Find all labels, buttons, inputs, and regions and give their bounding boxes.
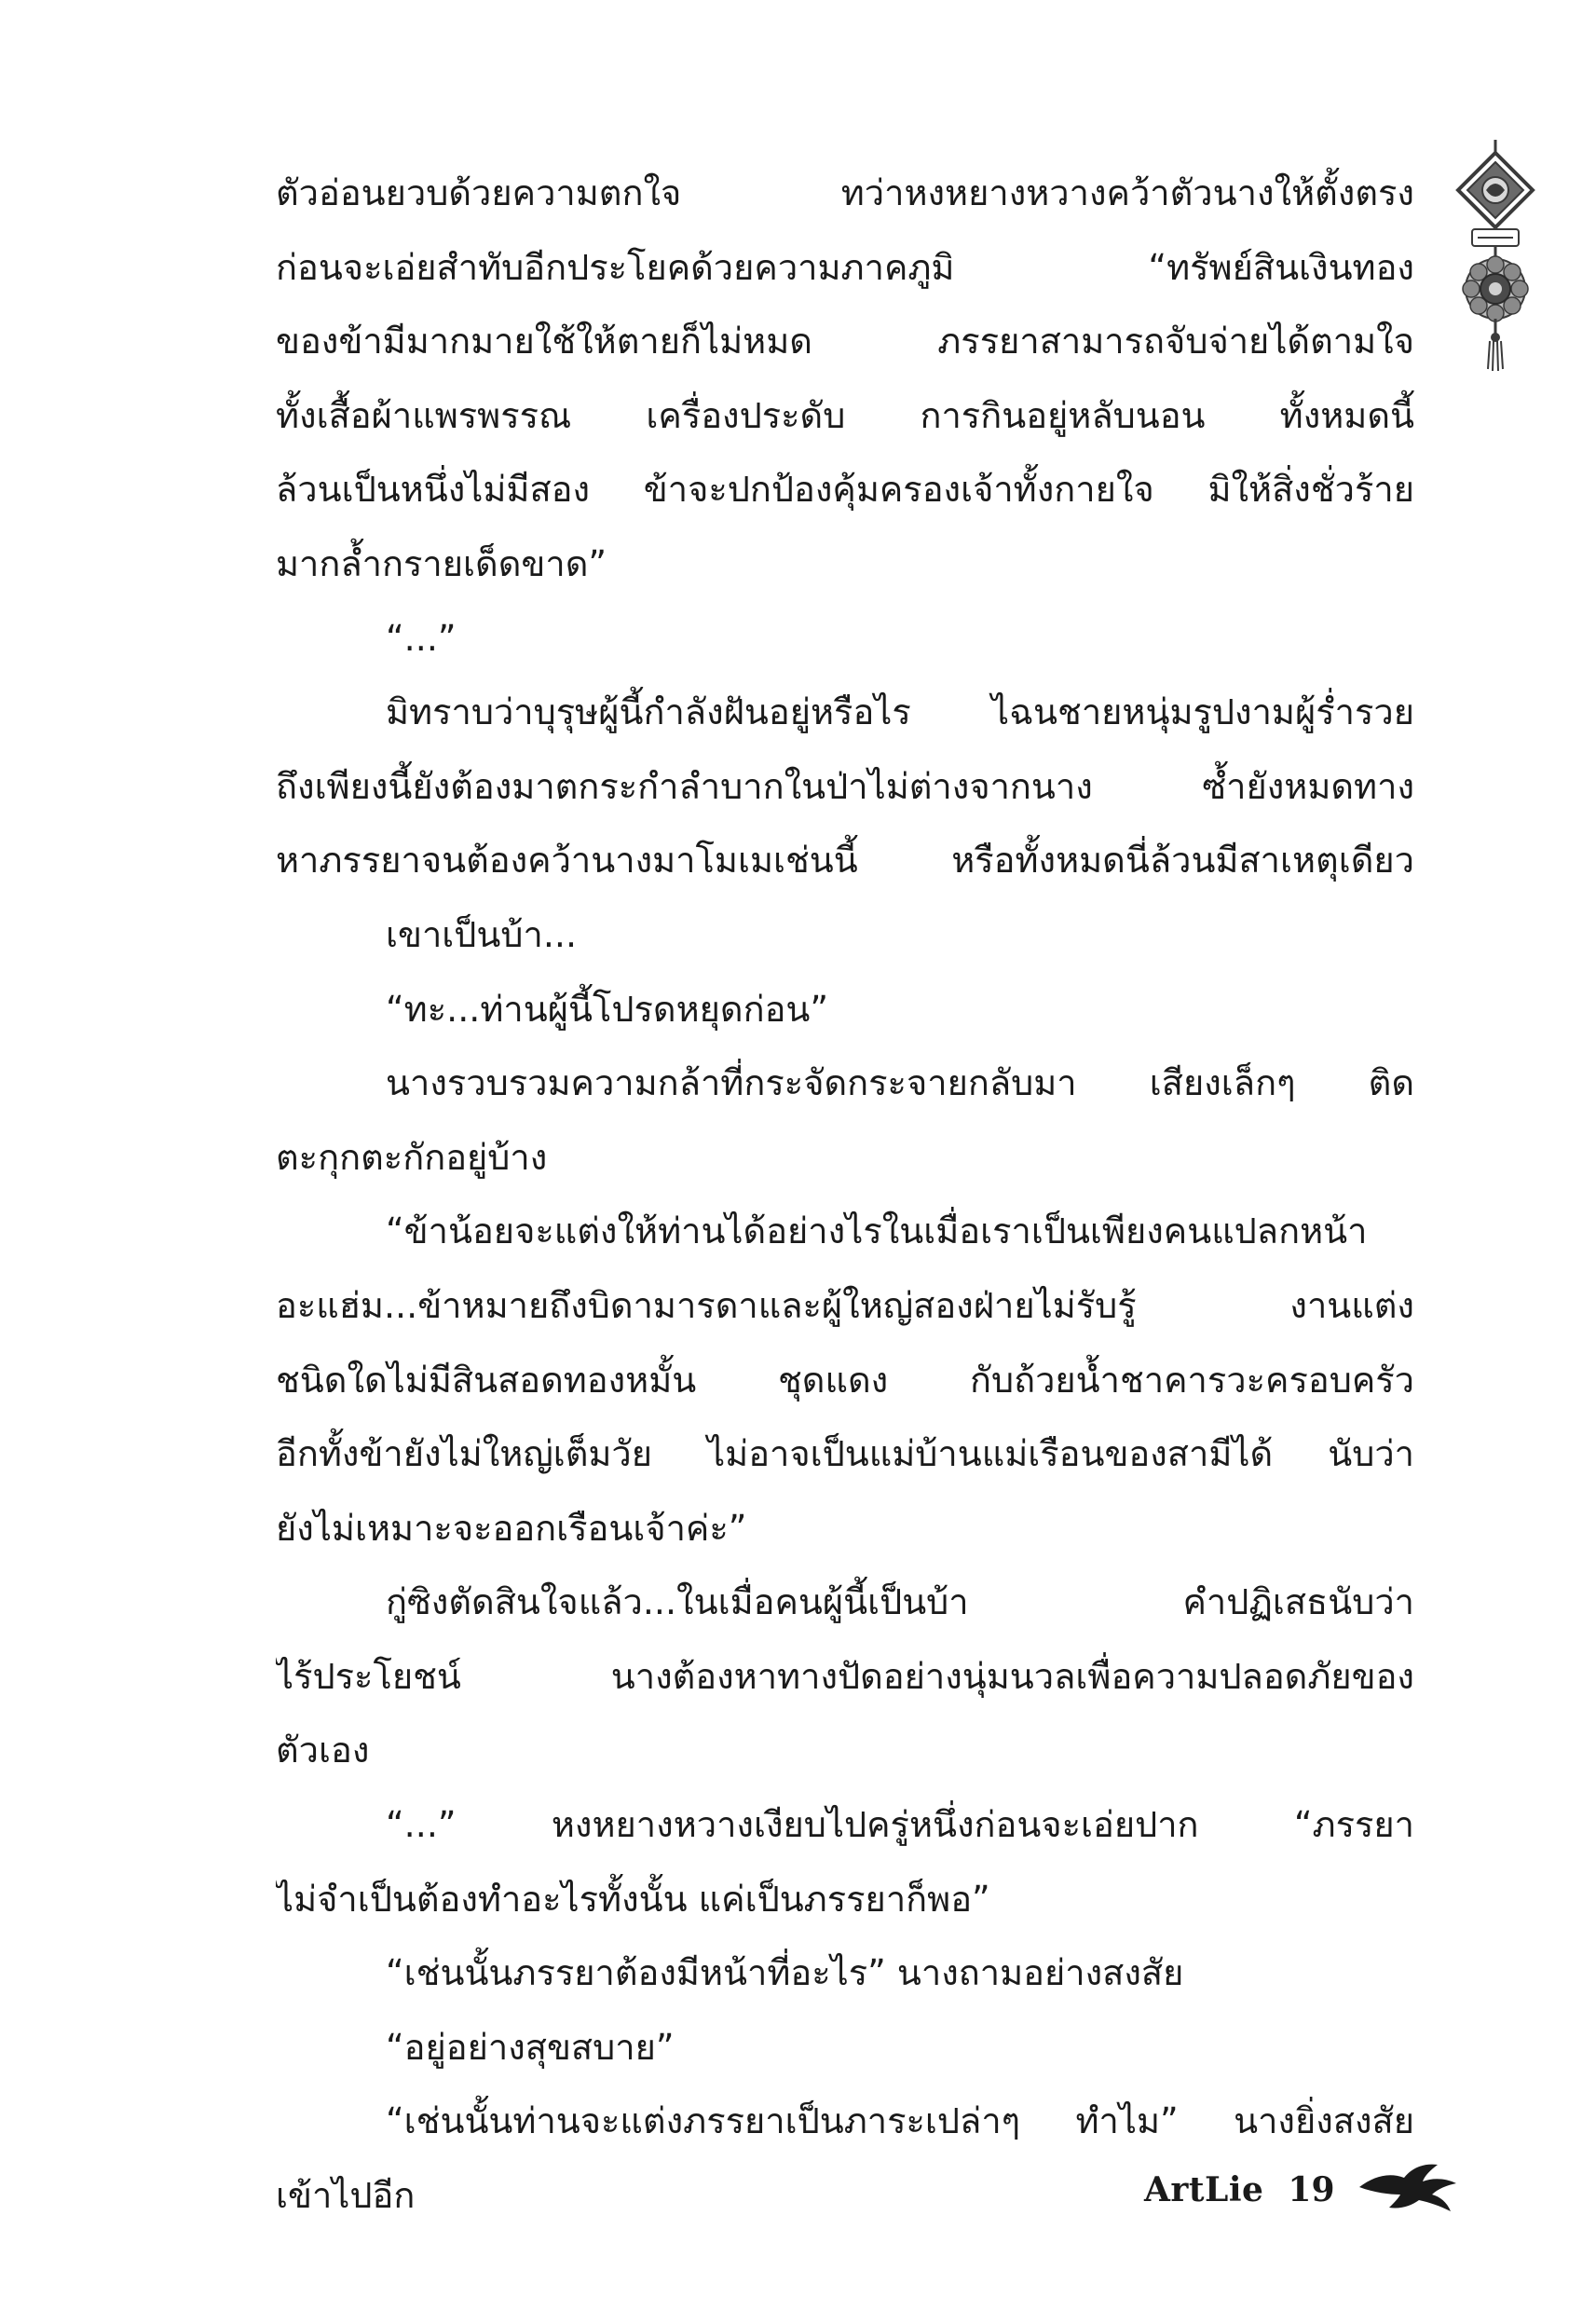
text-line: ล้วนเป็นหนึ่งไม่มีสอง ข้าจะปกป้องคุ้มครองเจ้าทั้งกายใจ มิให้สิ่งชั่วร้าย [276,469,1414,511]
publisher-brand: ArtLie [1144,2170,1264,2209]
text-line: ชนิดใดไม่มีสินสอดทองหมั้น ชุดแดง กับถ้วยน้ำชาคารวะครอบครัว [276,1359,1414,1401]
text-line: ตัวเอง [276,1730,370,1771]
text-line: เขาเป็นบ้า... [386,913,578,955]
text-line: ยังไม่เหมาะจะออกเรือนเจ้าค่ะ” [276,1507,747,1549]
text-line: ตัวอ่อนยวบด้วยความตกใจ ทว่าหงหยางหวางคว้าตัวนางให้ตั้งตรง [276,172,1414,213]
text-line: ตะกุกตะกักอยู่บ้าง [276,1136,548,1178]
text-line: มากล้ำกรายเด็ดขาด” [276,542,607,584]
text-line: ทั้งเสื้อผ้าแพรพรรณ เครื่องประดับ การกินอยู่หลับนอน ทั้งหมดนี้ [276,394,1414,436]
text-line: อีกทั้งข้ายังไม่ใหญ่เต็มวัย ไม่อาจเป็นแม่บ้านแม่เรือนของสามีได้ นับว่า [276,1433,1414,1475]
text-line: ก่อนจะเอ่ยสำทับอีกประโยคด้วยความภาคภูมิ “ทรัพย์สินเงินทอง [276,246,1414,288]
text-line: “ทะ...ท่านผู้นี้โปรดหยุดก่อน” [386,988,829,1030]
text-line: เข้าไปอีก [276,2175,416,2217]
text-line: มิทราบว่าบุรุษผู้นี้กำลังฝันอยู่หรือไร ไฉนชายหนุ่มรูปงามผู้ร่ำรวย [386,691,1414,733]
text-line: “...” หงหยางหวางเงียบไปครู่หนึ่งก่อนจะเอ่ยปาก “ภรรยา [386,1804,1414,1846]
body-text [276,157,1414,2234]
text-line: ของข้ามีมากมายใช้ให้ตายก็ไม่หมด ภรรยาสามารถจับจ่ายได้ตามใจ [276,321,1414,362]
text-line: อะแฮ่ม...ข้าหมายถึงบิดามารดาและผู้ใหญ่สองฝ่ายไม่รับรู้ งานแต่ง [276,1284,1414,1326]
text-line: ถึงเพียงนี้ยังต้องมาตกระกำลำบากในป่าไม่ต่างจากนาง ซ้ำยังหมดทาง [276,765,1414,807]
text-line: “อยู่อย่างสุขสบาย” [386,2026,675,2068]
text-line: หาภรรยาจนต้องคว้านางมาโมเมเช่นนี้ หรือทั้งหมดนี่ล้วนมีสาเหตุเดียว [276,840,1414,882]
page-footer [1144,2162,1460,2218]
text-line: “เช่นนั้นท่านจะแต่งภรรยาเป็นภาระเปล่าๆ ทำไม” นางยิ่งสงสัย [386,2100,1414,2142]
text-line: กู่ซิงตัดสินใจแล้ว...ในเมื่อคนผู้นี้เป็นบ้า คำปฏิเสธนับว่า [386,1581,1414,1623]
text-line: ไร้ประโยชน์ นางต้องหาทางปัดอย่างนุ่มนวลเพื่อความปลอดภัยของ [276,1655,1414,1697]
text-line: “...” [386,617,457,659]
page-number: 19 [1288,2170,1335,2209]
text-line: นางรวบรวมความกล้าที่กระจัดกระจายกลับมา เสียงเล็กๆ ติด [386,1062,1414,1104]
eagle-icon [1335,2159,1460,2221]
text-line: “เช่นนั้นภรรยาต้องมีหน้าที่อะไร” นางถามอย่างสงสัย [386,1952,1184,1994]
text-line: ไม่จำเป็นต้องทำอะไรทั้งนั้น แค่เป็นภรรยาก็พอ” [276,1878,990,1920]
text-line: “ข้าน้อยจะแต่งให้ท่านได้อย่างไรในเมื่อเราเป็นเพียงคนแปลกหน้า [386,1210,1368,1252]
chinese-knot-ornament-icon [1444,140,1547,373]
